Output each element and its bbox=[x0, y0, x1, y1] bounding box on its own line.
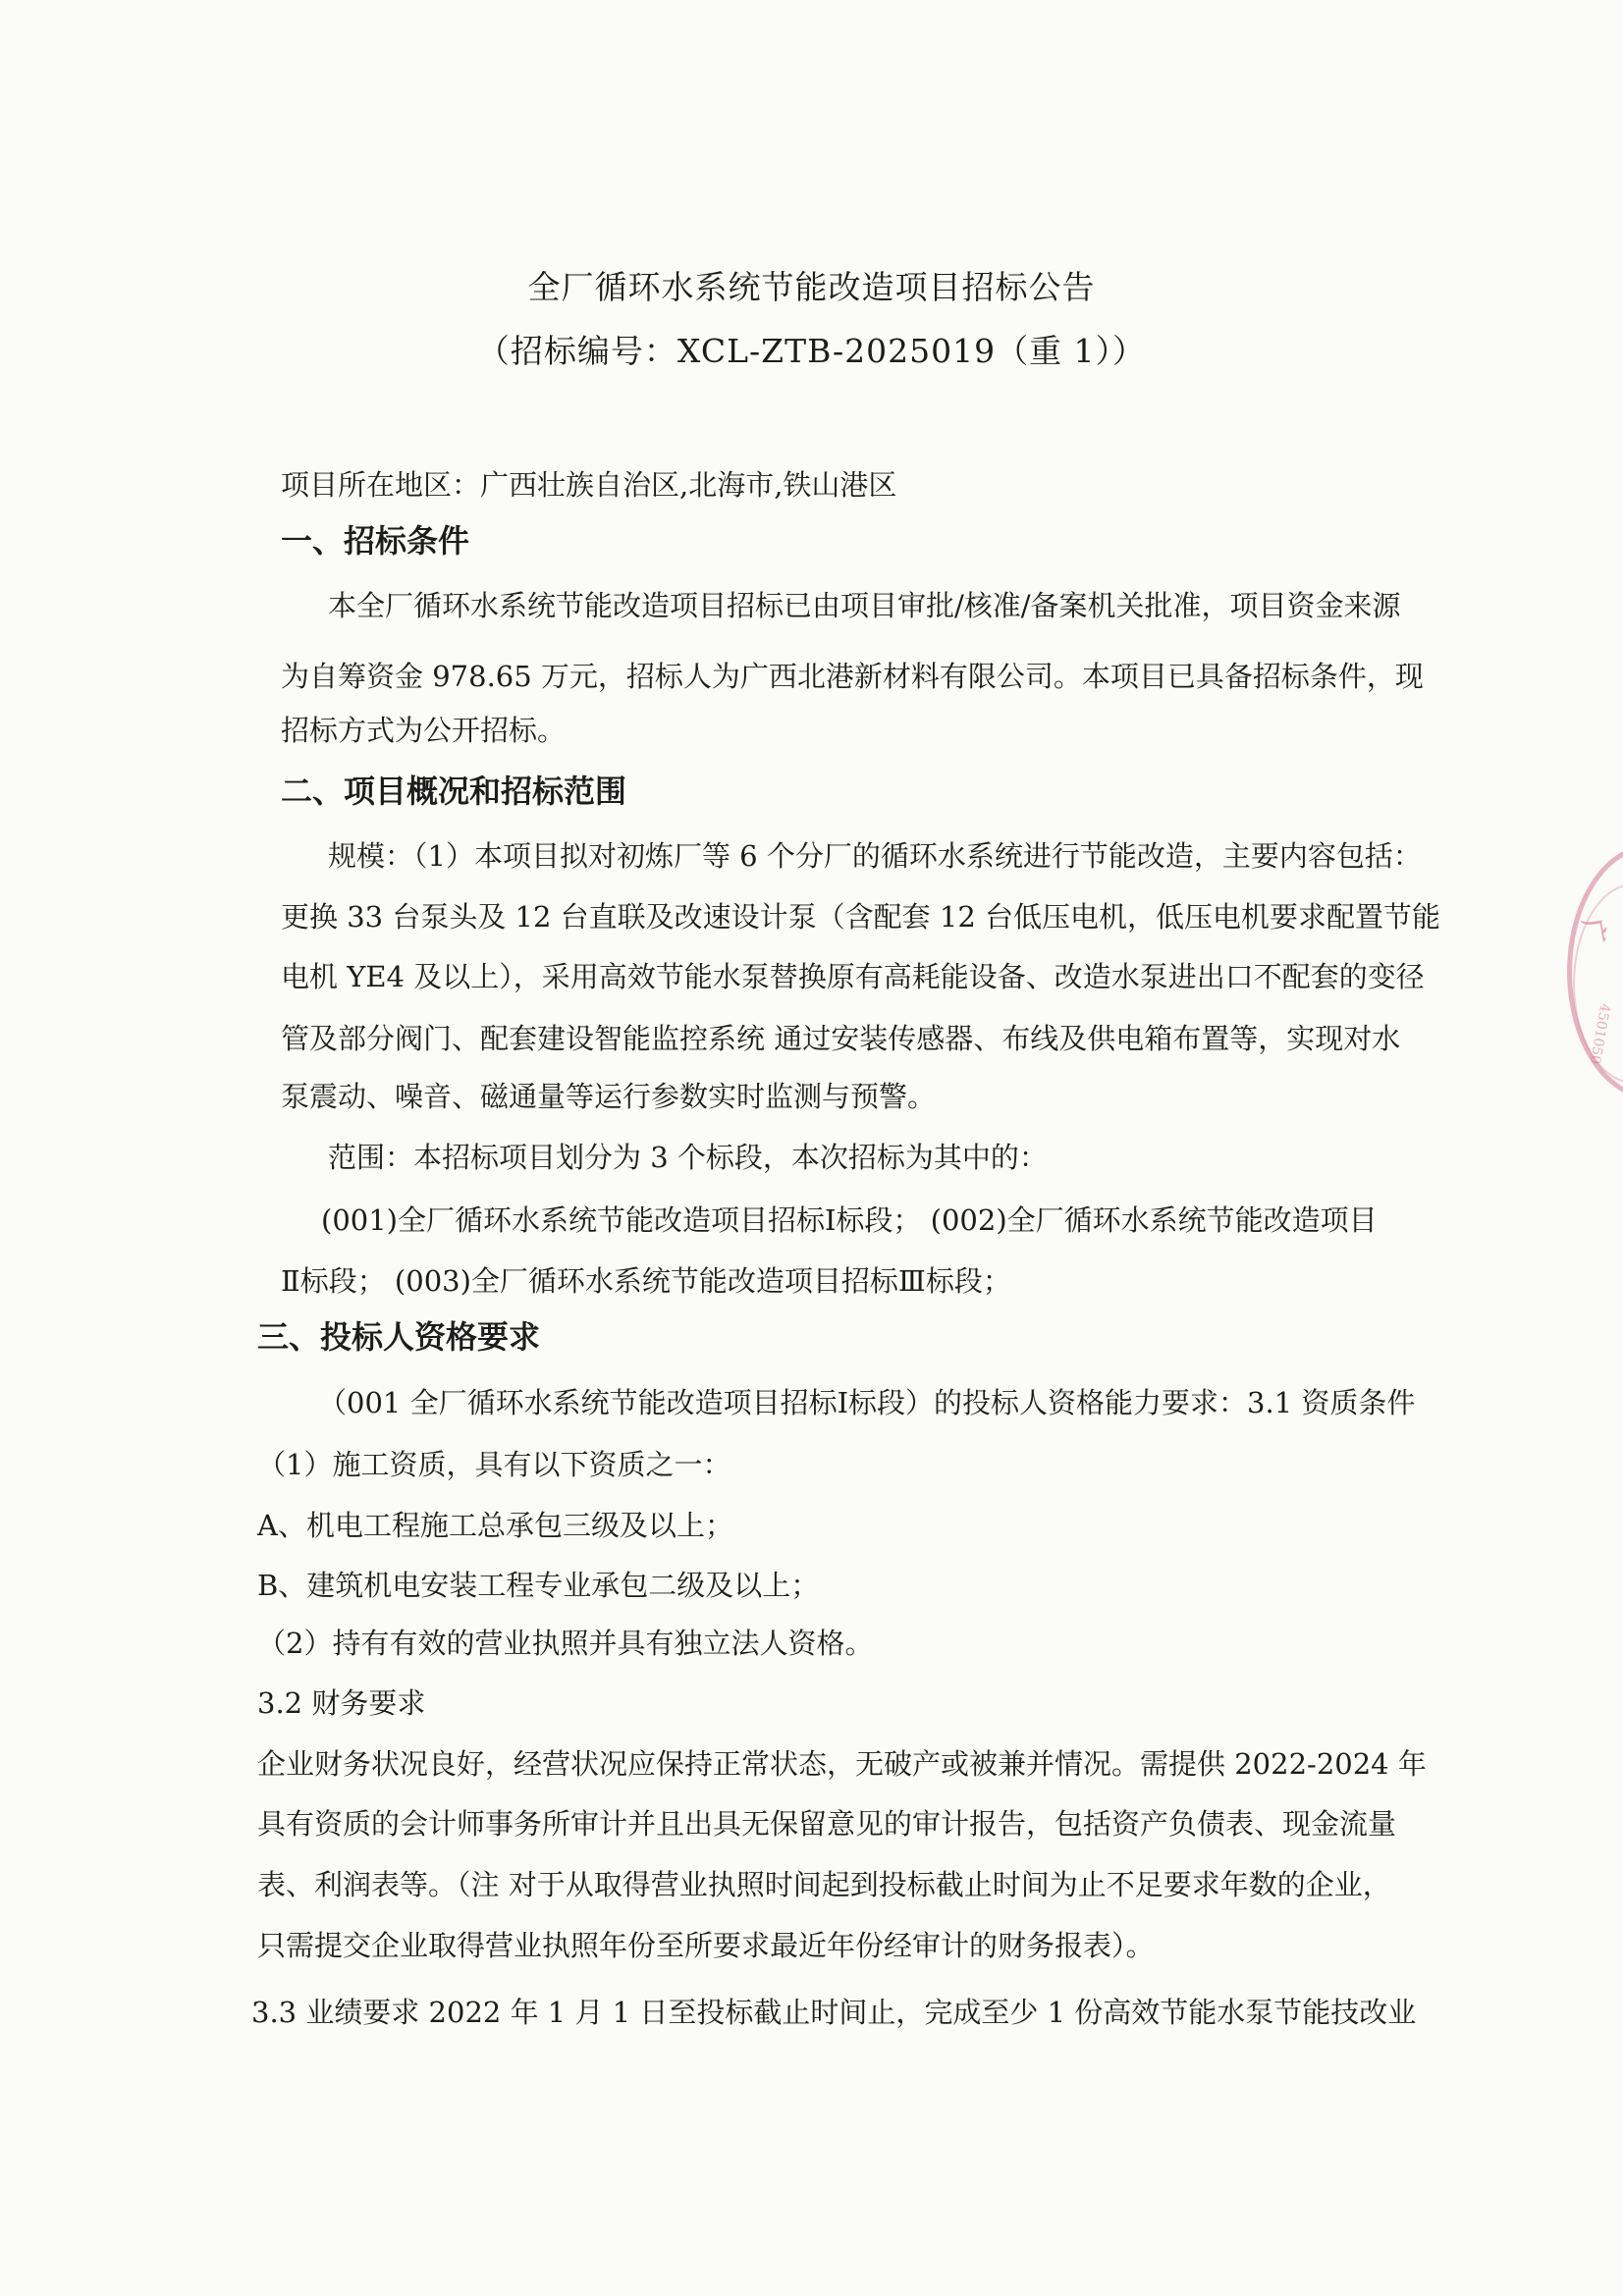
section-2-line: 规模：（1）本项目拟对初炼厂等 6 个分厂的循环水系统进行节能改造，主要内容包括： bbox=[328, 839, 1422, 873]
section-2-line: 泵震动、噪音、磁通量等运行参数实时监测与预警。 bbox=[281, 1080, 937, 1113]
section-3-line: A、机电工程施工总承包三级及以上； bbox=[257, 1509, 733, 1542]
seal-digits: 4501050 bbox=[1586, 1001, 1613, 1066]
seal-text: 广 bbox=[1576, 916, 1610, 947]
section-3-line: B、建筑机电安装工程专业承包二级及以上； bbox=[257, 1569, 820, 1602]
section-1-line: 本全厂循环水系统节能改造项目招标已由项目审批/核准/备案机关批准，项目资金来源 bbox=[328, 589, 1401, 622]
section-3-line: （2）持有有效的营业执照并具有独立法人资格。 bbox=[257, 1627, 874, 1660]
section-2-line: 电机 YE4 及以上），采用高效节能水泵替换原有高耗能设备、改造水泵进出口不配套的变径 bbox=[281, 960, 1425, 993]
section-3-line: 只需提交企业取得营业执照年份至所要求最近年份经审计的财务报表）。 bbox=[257, 1929, 1155, 1962]
section-heading-2: 二、项目概况和招标范围 bbox=[281, 773, 627, 810]
section-2-line: (001)全厂循环水系统节能改造项目招标Ⅰ标段； (002)全厂循环水系统节能改造项目 bbox=[321, 1203, 1378, 1237]
section-1-line: 为自筹资金 978.65 万元，招标人为广西北港新材料有限公司。本项目已具备招标条件，现 bbox=[281, 660, 1424, 693]
section-3-line: 具有资质的会计师事务所审计并且出具无保留意见的审计报告，包括资产负债表、现金流量 bbox=[257, 1807, 1397, 1841]
section-1-line: 招标方式为公开招标。 bbox=[281, 714, 567, 747]
section-2-line: Ⅱ标段； (003)全厂循环水系统节能改造项目招标Ⅲ标段； bbox=[281, 1264, 1011, 1298]
tender-number: （招标编号：XCL-ZTB-2025019（重 1）） bbox=[476, 332, 1147, 370]
section-heading-1: 一、招标条件 bbox=[281, 522, 470, 560]
section-3-line: （001 全厂循环水系统节能改造项目招标Ⅰ标段）的投标人资格能力要求：3.1 资质条件 bbox=[318, 1386, 1416, 1419]
section-3-line: 企业财务状况良好，经营状况应保持正常状态，无破产或被兼并情况。需提供 2022-2024 年 bbox=[257, 1747, 1427, 1781]
section-2-line: 管及部分阀门、配套建设智能监控系统 通过安装传感器、布线及供电箱布置等，实现对水 bbox=[281, 1022, 1401, 1055]
section-3-line: 3.2 财务要求 bbox=[257, 1686, 426, 1720]
section-heading-3: 三、投标人资格要求 bbox=[257, 1318, 541, 1356]
project-location: 项目所在地区：广西壮族自治区,北海市,铁山港区 bbox=[281, 468, 897, 502]
section-3-line: 3.3 业绩要求 2022 年 1 月 1 日至投标截止时间止，完成至少 1 份高效节能水泵节能技改业 bbox=[251, 1996, 1417, 2029]
section-2-line: 范围：本招标项目划分为 3 个标段，本次招标为其中的： bbox=[328, 1141, 1048, 1174]
section-3-line: （1）施工资质，具有以下资质之一： bbox=[257, 1448, 731, 1481]
section-3-line: 表、利润表等。（注 对于从取得营业执照时间起到投标截止时间为止不足要求年数的企业， bbox=[257, 1868, 1391, 1901]
section-2-line: 更换 33 台泵头及 12 台直联及改速设计泵（含配套 12 台低压电机，低压电机要求配置节能 bbox=[281, 900, 1441, 934]
document-title: 全厂循环水系统节能改造项目招标公告 bbox=[527, 268, 1096, 306]
